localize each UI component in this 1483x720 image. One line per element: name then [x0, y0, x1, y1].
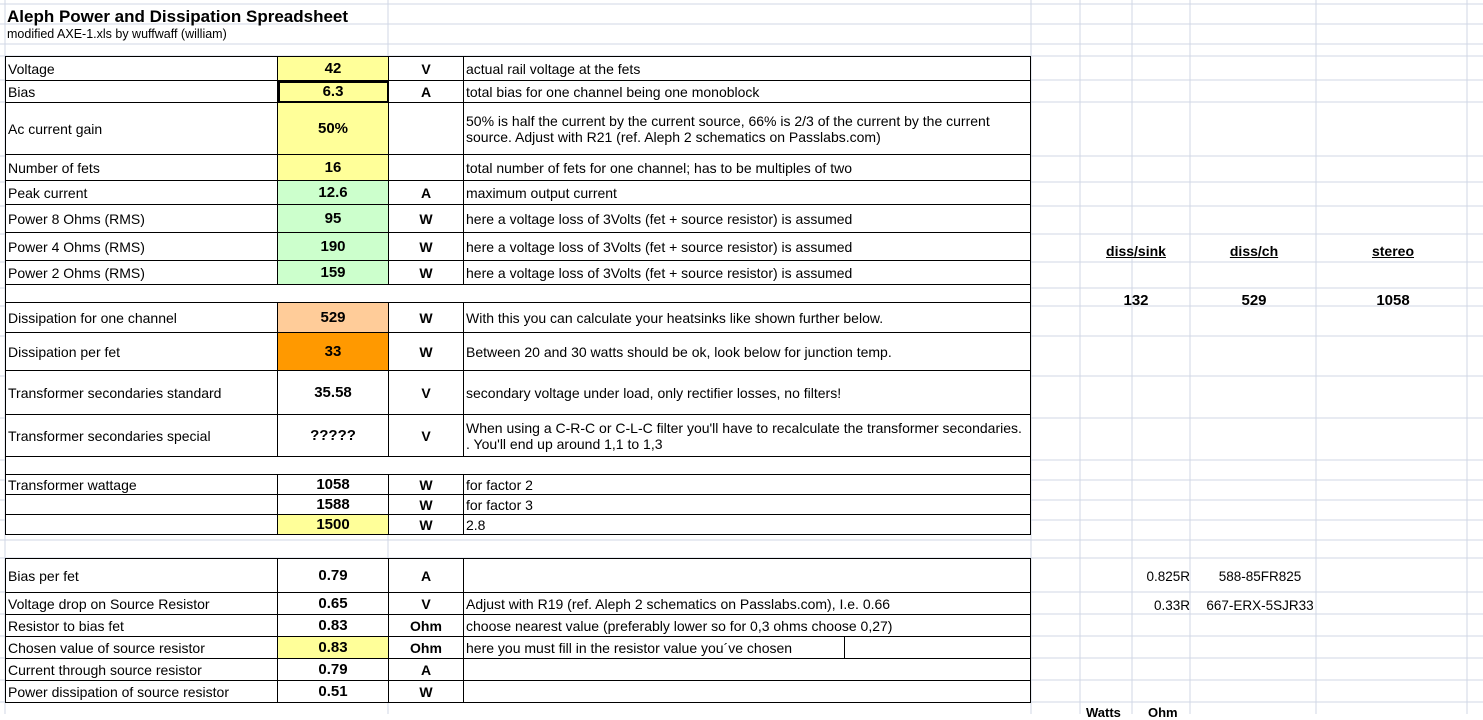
param-label-cell[interactable]: Transformer secondaries standard	[6, 371, 278, 415]
resistor-label-cell[interactable]: Power dissipation of source resistor	[6, 681, 278, 703]
param-row	[6, 181, 1031, 205]
param-value-cell[interactable]: 190	[278, 233, 389, 261]
param-unit-cell[interactable]: V	[389, 415, 464, 457]
param-unit-cell[interactable]: W	[389, 205, 464, 233]
param-row	[6, 415, 1031, 457]
param-unit-cell[interactable]: V	[389, 57, 464, 81]
resistor-label-cell[interactable]: Current through source resistor	[6, 659, 278, 681]
param-note-cell[interactable]: 2.8	[464, 515, 1031, 535]
resistor-row	[6, 615, 1031, 637]
param-unit-cell[interactable]: A	[389, 181, 464, 205]
param-unit-cell[interactable]	[389, 155, 464, 181]
param-value-cell[interactable]: 33	[278, 333, 389, 371]
param-unit-cell[interactable]: W	[389, 233, 464, 261]
param-note-cell[interactable]: here a voltage loss of 3Volts (fet + source resistor) is assumed	[464, 261, 1031, 285]
param-unit-cell[interactable]: W	[389, 261, 464, 285]
resistor-row	[6, 659, 1031, 681]
param-unit-cell[interactable]: V	[389, 371, 464, 415]
resistor-note-cell[interactable]: Adjust with R19 (ref. Aleph 2 schematics on Passlabs.com), I.e. 0.66	[464, 593, 1031, 615]
param-row	[6, 233, 1031, 261]
param-label-cell[interactable]	[6, 515, 278, 535]
param-note-cell[interactable]: here a voltage loss of 3Volts (fet + source resistor) is assumed	[464, 233, 1031, 261]
param-row	[6, 303, 1031, 333]
spacer-cell[interactable]	[6, 457, 1031, 475]
param-value-cell[interactable]: 95	[278, 205, 389, 233]
resistor-label-cell[interactable]: Voltage drop on Source Resistor	[6, 593, 278, 615]
param-row	[6, 371, 1031, 415]
resistor-row	[6, 593, 1031, 615]
param-row	[6, 81, 1031, 103]
resistor-row	[6, 681, 1031, 703]
diss-ch-value[interactable]: 529	[1241, 292, 1267, 309]
param-row	[6, 495, 1031, 515]
param-note-cell[interactable]: maximum output current	[464, 181, 1031, 205]
spacer-cell[interactable]	[6, 285, 1031, 303]
param-row	[6, 333, 1031, 371]
diss-ch-header: diss/ch	[1229, 243, 1279, 259]
resistor-label-cell[interactable]: Chosen value of source resistor	[6, 637, 278, 659]
param-value-cell[interactable]: 35.58	[278, 371, 389, 415]
param-note-cell[interactable]: here a voltage loss of 3Volts (fet + source resistor) is assumed	[464, 205, 1031, 233]
resistor-part-2[interactable]: 667-ERX-5SJR33	[1206, 598, 1314, 613]
param-value-cell[interactable]: 529	[278, 303, 389, 333]
param-unit-cell[interactable]: W	[389, 475, 464, 495]
resistor-unit-cell[interactable]: Ohm	[389, 637, 464, 659]
sheet-subtitle: modified AXE-1.xls by wuffwaff (william)	[7, 27, 227, 41]
param-note-cell[interactable]: When using a C-R-C or C-L-C filter you'll have to recalculate the transformer secondaries. . You'll end up around 1,1 to 1,3	[464, 415, 1031, 457]
sheet-title: Aleph Power and Dissipation Spreadsheet	[7, 7, 349, 26]
param-row	[6, 515, 1031, 535]
param-unit-cell[interactable]	[389, 103, 464, 155]
param-value-cell[interactable]: 6.3	[278, 81, 389, 103]
resistor-unit-cell[interactable]: Ohm	[389, 615, 464, 637]
param-row	[6, 205, 1031, 233]
resistor-value-2[interactable]: 0.33R	[1153, 598, 1190, 613]
param-note-cell[interactable]: total number of fets for one channel; has to be multiples of two	[464, 155, 1031, 181]
param-note-cell[interactable]: secondary voltage under load, only rectifier losses, no filters!	[464, 371, 1031, 415]
param-note-cell[interactable]: Between 20 and 30 watts should be ok, look below for junction temp.	[464, 333, 1031, 371]
resistor-row	[6, 559, 1031, 593]
param-value-cell[interactable]: 16	[278, 155, 389, 181]
resistor-value-cell[interactable]: 0.79	[278, 659, 389, 681]
param-note-cell[interactable]: total bias for one channel being one monoblock	[464, 81, 1031, 103]
param-value-cell[interactable]: 42	[278, 57, 389, 81]
param-value-cell[interactable]: 50%	[278, 103, 389, 155]
param-label-cell[interactable]	[6, 495, 278, 515]
watts-header-partial: Watts	[1086, 705, 1121, 720]
resistor-note-cell[interactable]	[464, 559, 1031, 593]
param-row	[6, 57, 1031, 81]
param-unit-cell[interactable]: W	[389, 495, 464, 515]
param-value-cell[interactable]: 1588	[278, 495, 389, 515]
resistor-part-1[interactable]: 588-85FR825	[1218, 569, 1302, 584]
param-label-cell[interactable]: Power 8 Ohms (RMS)	[6, 205, 278, 233]
resistor-note-cell[interactable]	[464, 659, 1031, 681]
param-value-cell[interactable]: 159	[278, 261, 389, 285]
param-unit-cell[interactable]: W	[389, 515, 464, 535]
param-row	[6, 103, 1031, 155]
param-label-cell[interactable]: Number of fets	[6, 155, 278, 181]
param-note-cell[interactable]: 50% is half the current by the current source, 66% is 2/3 of the current by the current source. Adjust with R21 (ref. Aleph 2 schematics on Passlabs.com)	[464, 103, 1031, 155]
param-note-cell[interactable]: actual rail voltage at the fets	[464, 57, 1031, 81]
resistor-parameters-table	[5, 558, 1031, 703]
resistor-unit-cell[interactable]: A	[389, 559, 464, 593]
param-label-cell[interactable]: Voltage	[6, 57, 278, 81]
stereo-header: stereo	[1371, 243, 1415, 259]
param-label-cell[interactable]: Ac current gain	[6, 103, 278, 155]
resistor-unit-cell[interactable]: A	[389, 659, 464, 681]
param-note-cell[interactable]: With this you can calculate your heatsinks like shown further below.	[464, 303, 1031, 333]
param-value-cell[interactable]: 1500	[278, 515, 389, 535]
param-label-cell[interactable]: Transformer secondaries special	[6, 415, 278, 457]
param-row	[6, 475, 1031, 495]
main-parameters-table	[5, 56, 1031, 535]
resistor-value-cell[interactable]: 0.83	[278, 637, 389, 659]
param-value-cell[interactable]: 1058	[278, 475, 389, 495]
param-unit-cell[interactable]: W	[389, 333, 464, 371]
param-value-cell[interactable]: ?????	[278, 415, 389, 457]
stereo-value[interactable]: 1058	[1376, 292, 1410, 309]
resistor-note-cell[interactable]	[464, 681, 1031, 703]
resistor-label-cell[interactable]: Bias per fet	[6, 559, 278, 593]
resistor-note-cell[interactable]: choose nearest value (preferably lower so for 0,3 ohms choose 0,27)	[464, 615, 1031, 637]
param-row	[6, 457, 1031, 475]
param-unit-cell[interactable]: A	[389, 81, 464, 103]
param-label-cell[interactable]: Dissipation per fet	[6, 333, 278, 371]
resistor-note-cell[interactable]: here you must fill in the resistor value you´ve chosen	[464, 637, 1031, 659]
param-row	[6, 155, 1031, 181]
resistor-value-1[interactable]: 0.825R	[1146, 569, 1190, 584]
resistor-label-cell[interactable]: Resistor to bias fet	[6, 615, 278, 637]
diss-sink-header: diss/sink	[1106, 243, 1166, 259]
param-label-cell[interactable]: Peak current	[6, 181, 278, 205]
param-row	[6, 285, 1031, 303]
param-label-cell[interactable]: Power 2 Ohms (RMS)	[6, 261, 278, 285]
param-label-cell[interactable]: Transformer wattage	[6, 475, 278, 495]
param-label-cell[interactable]: Bias	[6, 81, 278, 103]
param-label-cell[interactable]: Dissipation for one channel	[6, 303, 278, 333]
resistor-row	[6, 637, 1031, 659]
param-row	[6, 261, 1031, 285]
param-note-cell[interactable]: for factor 3	[464, 495, 1031, 515]
diss-sink-value[interactable]: 132	[1123, 292, 1149, 309]
param-label-cell[interactable]: Power 4 Ohms (RMS)	[6, 233, 278, 261]
resistor-unit-cell[interactable]: W	[389, 681, 464, 703]
resistor-value-cell[interactable]: 0.83	[278, 615, 389, 637]
param-unit-cell[interactable]: W	[389, 303, 464, 333]
resistor-unit-cell[interactable]: V	[389, 593, 464, 615]
param-note-cell[interactable]: for factor 2	[464, 475, 1031, 495]
resistor-value-cell[interactable]: 0.79	[278, 559, 389, 593]
ohm-header-partial: Ohm	[1148, 705, 1178, 720]
resistor-value-cell[interactable]: 0.51	[278, 681, 389, 703]
param-value-cell[interactable]: 12.6	[278, 181, 389, 205]
resistor-value-cell[interactable]: 0.65	[278, 593, 389, 615]
